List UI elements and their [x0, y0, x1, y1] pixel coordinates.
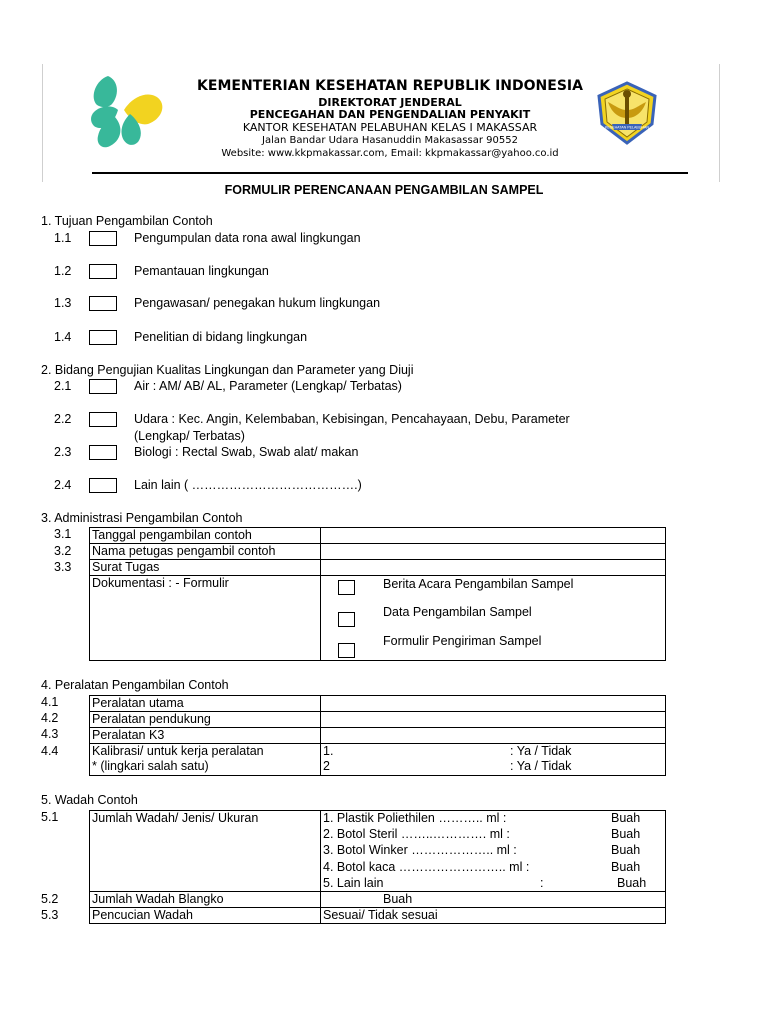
s5-row-label: Pencucian Wadah: [90, 908, 321, 924]
directorate-name: DIREKTORAT JENDERAL: [318, 96, 462, 109]
s1-item-num: 1.3: [54, 296, 72, 310]
table-row: [90, 712, 666, 728]
section1-heading: 1. Tujuan Pengambilan Contoh: [41, 214, 213, 228]
s2-item-label: Biologi : Rectal Swab, Swab alat/ makan: [134, 445, 359, 459]
s2-item-num: 2.3: [54, 445, 72, 459]
kalibrasi-label-cell: [90, 744, 321, 776]
s2-item-num: 2.4: [54, 478, 72, 492]
s1-item-label: Pengumpulan data rona awal lingkungan: [134, 231, 361, 245]
section3-heading: 3. Administrasi Pengambilan Contoh: [41, 511, 243, 525]
container-unit: Buah: [617, 876, 647, 890]
doc-checkbox-berita-acara[interactable]: [338, 580, 355, 595]
s4-row-num: 4.2: [41, 711, 59, 725]
s3-value-cell[interactable]: [321, 544, 666, 560]
table-row: [90, 528, 666, 544]
dokumentasi-label: Dokumentasi : - Formulir: [90, 576, 321, 661]
table-row: [90, 892, 666, 908]
form-title: FORMULIR PERENCANAAN PENGAMBILAN SAMPEL: [224, 183, 544, 197]
s1-item-label: Penelitian di bidang lingkungan: [134, 330, 308, 344]
container-unit: Buah: [611, 843, 641, 857]
doc-checkbox-formulir-pengiriman[interactable]: [338, 643, 355, 658]
table-row: [90, 744, 666, 776]
s1-item-label: Pengawasan/ penegakan hukum lingkungan: [134, 296, 381, 310]
s4-row-num: 4.4: [41, 744, 59, 758]
s1-item-num: 1.4: [54, 330, 72, 344]
s4-row-label: Peralatan utama: [90, 696, 321, 712]
s3-value-cell[interactable]: [321, 560, 666, 576]
kalibrasi-note: * (lingkari salah satu): [92, 759, 209, 773]
container-item: 4. Botol kaca …………………….. ml :: [323, 860, 530, 874]
emblem-text: KESEHATAN PELABUHAN: [604, 125, 650, 130]
s3-row-label: Surat Tugas: [90, 560, 321, 576]
s2-item-label-cont: (Lengkap/ Terbatas): [134, 429, 245, 443]
container-item: 2. Botol Steril ……..…………. ml :: [323, 827, 510, 841]
s1-checkbox-4[interactable]: [89, 330, 117, 345]
kalibrasi-option-2[interactable]: : Ya / Tidak: [510, 759, 572, 773]
s4-row-label: Peralatan pendukung: [90, 712, 321, 728]
blank-container-value[interactable]: Buah: [321, 892, 666, 908]
s4-value-cell[interactable]: [321, 696, 666, 712]
office-name: KANTOR KESEHATAN PELABUHAN KELAS I MAKASSAR: [242, 121, 538, 134]
s1-item-num: 1.1: [54, 231, 72, 245]
s2-item-num: 2.2: [54, 412, 72, 426]
container-colon: :: [540, 876, 544, 890]
doc-checkbox-data-pengambilan[interactable]: [338, 612, 355, 627]
table-row: [90, 544, 666, 560]
section2-heading: 2. Bidang Pengujian Kualitas Lingkungan dan Parameter yang Diuji: [41, 363, 414, 377]
office-contact: Website: www.kkpmakassar.com, Email: kkpmakassar@yahoo.co.id: [221, 148, 559, 159]
s5-row-num: 5.3: [41, 908, 59, 922]
s2-checkbox-3[interactable]: [89, 445, 117, 460]
doc-option-label: Berita Acara Pengambilan Sampel: [383, 577, 574, 591]
table-row: [90, 908, 666, 924]
s3-row-label: Tanggal pengambilan contoh: [90, 528, 321, 544]
header-divider: [92, 172, 688, 174]
container-unit: Buah: [611, 811, 641, 825]
s3-row-num: 3.2: [54, 544, 72, 558]
left-margin-line: [42, 64, 43, 182]
s2-item-label: Udara : Kec. Angin, Kelembaban, Kebisingan, Pencahayaan, Debu, Parameter: [134, 412, 570, 426]
ministry-name: KEMENTERIAN KESEHATAN REPUBLIK INDONESIA: [197, 78, 583, 94]
container-item: 3. Botol Winker ……………….. ml :: [323, 843, 517, 857]
s3-row-num: 3.1: [54, 527, 72, 541]
table-row: [90, 728, 666, 744]
s2-checkbox-4[interactable]: [89, 478, 117, 493]
s3-row-label: Nama petugas pengambil contoh: [90, 544, 321, 560]
table-row: [90, 696, 666, 712]
s1-checkbox-3[interactable]: [89, 296, 117, 311]
right-margin-line: [719, 64, 720, 182]
equipment-table: [89, 695, 666, 776]
s2-checkbox-1[interactable]: [89, 379, 117, 394]
s5-row-label: Jumlah Wadah/ Jenis/ Ukuran: [90, 811, 321, 892]
s5-row-num: 5.1: [41, 810, 59, 824]
s4-row-num: 4.3: [41, 727, 59, 741]
s1-checkbox-2[interactable]: [89, 264, 117, 279]
table-row: [90, 560, 666, 576]
s1-item-num: 1.2: [54, 264, 72, 278]
s2-item-label: Lain lain ( ………………………………….): [134, 478, 362, 492]
s4-value-cell[interactable]: [321, 712, 666, 728]
administration-table: [89, 527, 666, 661]
s3-row-num: 3.3: [54, 560, 72, 574]
s2-item-num: 2.1: [54, 379, 72, 393]
s4-value-cell[interactable]: [321, 728, 666, 744]
s5-row-num: 5.2: [41, 892, 59, 906]
container-unit: Buah: [611, 860, 641, 874]
directorate-division: PENCEGAHAN DAN PENGENDALIAN PENYAKIT: [249, 108, 531, 121]
office-address: Jalan Bandar Udara Hasanuddin Makasassar 90552: [262, 135, 518, 146]
container-wash-value[interactable]: Sesuai/ Tidak sesuai: [321, 908, 666, 924]
kalibrasi-opt-num: 1.: [323, 744, 334, 758]
table-row: [90, 811, 666, 892]
s2-checkbox-2[interactable]: [89, 412, 117, 427]
doc-option-label: Data Pengambilan Sampel: [383, 605, 532, 619]
container-item: 5. Lain lain: [323, 876, 384, 890]
kalibrasi-opt-num: 2: [323, 759, 330, 773]
table-row: [90, 576, 666, 661]
kalibrasi-options-cell: [321, 744, 666, 776]
s4-row-label: Peralatan K3: [90, 728, 321, 744]
doc-option-label: Formulir Pengiriman Sampel: [383, 634, 542, 648]
s1-item-label: Pemantauan lingkungan: [134, 264, 269, 278]
container-table: [89, 810, 666, 924]
kalibrasi-label: Kalibrasi/ untuk kerja peralatan: [92, 744, 264, 758]
s2-item-label: Air : AM/ AB/ AL, Parameter (Lengkap/ Terbatas): [134, 379, 402, 393]
container-list-cell: [321, 811, 666, 892]
kalibrasi-option-1[interactable]: : Ya / Tidak: [510, 744, 572, 758]
section4-heading: 4. Peralatan Pengambilan Contoh: [41, 678, 229, 692]
section5-heading: 5. Wadah Contoh: [41, 793, 138, 807]
container-item: 1. Plastik Poliethilen ……….. ml :: [323, 811, 507, 825]
s1-checkbox-1[interactable]: [89, 231, 117, 246]
s4-row-num: 4.1: [41, 695, 59, 709]
container-unit: Buah: [611, 827, 641, 841]
s3-value-cell[interactable]: [321, 528, 666, 544]
s5-row-label: Jumlah Wadah Blangko: [90, 892, 321, 908]
